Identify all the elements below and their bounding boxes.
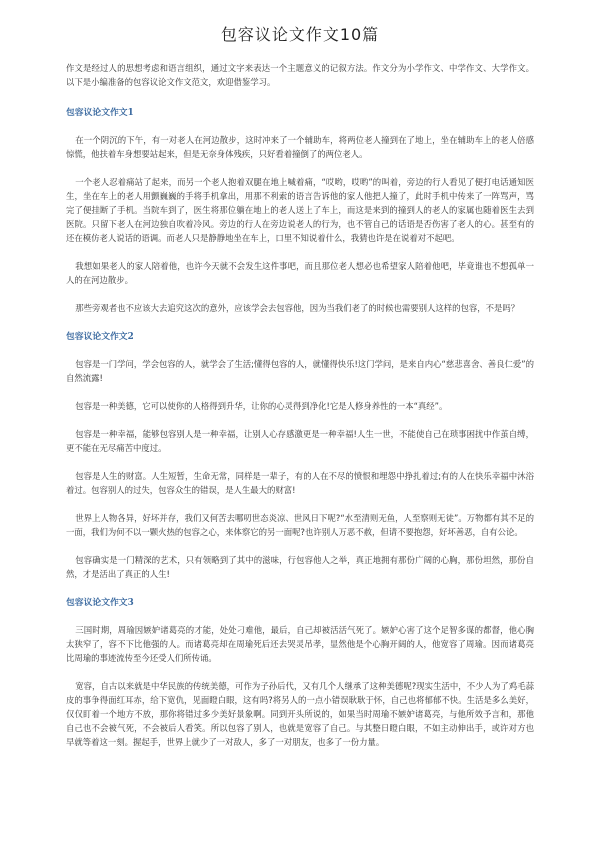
paragraph: 包容是一种幸福，能够包容别人是一种幸福，让别人心存感激更是一种幸福!人生一世，不能使自己在琐事困扰中作茧自缚，更不能在无尽痛苦中度过。: [66, 429, 534, 453]
paragraph: 包容是一种美德，它可以使你的人格得到升华，让你的心灵得到净化!它是人修身养性的一本“真经”。: [75, 401, 448, 411]
paragraph: 包容是人生的财富。人生短暂，生命无常，同样是一辈子，有的人在不尽的愤恨和埋怨中挣扎着过;有的人在快乐幸福中沐浴着过。包容别人的过失，包容众生的错误，是人生最大的财富!: [66, 471, 534, 495]
paragraph: 包容确实是一门精深的艺术，只有领略到了其中的滋味，行包容他人之举，真正地拥有那份广阔的心胸，那份坦然，那份自然，才是活出了真正的人生!: [66, 555, 534, 579]
section-heading-1: 包容议论文作文1: [66, 108, 134, 118]
section-heading-3: 包容议论文作文3: [66, 598, 134, 608]
paragraph: 那些旁观者也不应该大去追究这次的意外，应该学会去包容他，因为当我们老了的时候也需要别人这样的包容，不是吗？: [75, 303, 520, 313]
paragraph: 我想如果老人的家人陪着他，也许今天就不会发生这件事吧，而且那位老人想必也希望家人陪着他吧，毕竟谁也不想孤单一人的在河边散步。: [66, 261, 534, 285]
paragraph: 世界上人物各异，好坏并存，我们又何苦去哪叨世态炎凉、世风日下呢?“水至清则无鱼，人至察则无徒”。万物都有其不足的一面，我们为何不以一颗火热的包容之心，来体察它的另一面呢?也许别人万恶不赦，但请不要抱怨，好坏善恶，自有公论。: [66, 513, 534, 537]
paragraph: 一个老人忍着痛站了起来，而另一个老人抱着双腿在地上喊着痛，“哎哟，哎哟”的叫着，旁边的行人看见了便打电话通知医生，坐在车上的老人用颤巍巍的手将手机拿出，用那不利索的语言告诉他的家人他把人撞了，此时手机中传来了一阵骂声，骂完了便挂断了手机。当院车到了，医生将那位躺在地上的老人送上了车上，而这是来到的撞到人的老人的家属也随着医生去到医院。只留下老人在河边独自吹着冷风。旁边的行人在旁边说老人的行为，也不管自己的话语是否伤害了老人的心。甚至有的还在模仿老人说话的语调。而老人只是静静地坐在车上，口里不知说着什么，我猜也许是在说着对不起吧。: [66, 177, 534, 243]
paragraph: 在一个阴沉的下午，有一对老人在河边散步，这时冲来了一个辅助车，将两位老人撞到在了地上，坐在辅助车上的老人倍感惊慌，他扶着车身想要站起来，但是无奈身体残疾，只好看着撞倒了的两位老人。: [66, 135, 534, 159]
document-title: 包容议论文作文10篇: [220, 25, 380, 44]
paragraph: 包容是一门学问，学会包容的人，就学会了生活;懂得包容的人，就懂得快乐!这门学问，是来自内心“慈悲喜舍、善良仁爱”的自然流露!: [66, 359, 534, 383]
section-heading-2: 包容议论文作文2: [66, 332, 134, 342]
paragraph: 三国时期，周瑜因嫉妒诸葛亮的才能，处处刁难他，最后，自己却被活活气死了。嫉妒心害了这个足智多谋的都督，他心胸太狭窄了，容不下比他强的人。而诸葛亮却在周瑜死后还去哭灵吊孝，显然他是个心胸开阔的人，他宽容了周瑜。因而诸葛亮比周瑜的事迹流传至今还受人们所传诵。: [66, 625, 534, 663]
paragraph: 宽容，自古以来就是中华民族的传统美德，可作为子孙后代，又有几个人继承了这种美德呢?现实生活中，不少人为了鸡毛蒜皮的事争得面红耳赤，给下宽仇，见面瞪白眼，这有吗?将另人的一点小错误耿耿于怀，自己也将郁郁不快。生活是多么美好，仅仅盯着一个地方不放，那你将错过多少美好景象啊。同到开头所说的，如果当时周瑜不嫉妒诸葛亮，与他所效予言和，那他自己也不会被气死，不会被后人看笑。所以包容了别人，也就是宽容了自己。与其整日瞪白眼，不如主动伸出手，或许对方也早就等着这一刻。握起手，世界上就少了一对敌人，多了一对朋友，也多了一份力量。: [66, 681, 534, 747]
intro-paragraph: 作文是经过人的思想考虑和语言组织，通过文字来表达一个主题意义的记叙方法。作文分为小学作文、中学作文、大学作文。以下是小编准备的包容议论文作文范文，欢迎借鉴学习。: [66, 63, 534, 87]
